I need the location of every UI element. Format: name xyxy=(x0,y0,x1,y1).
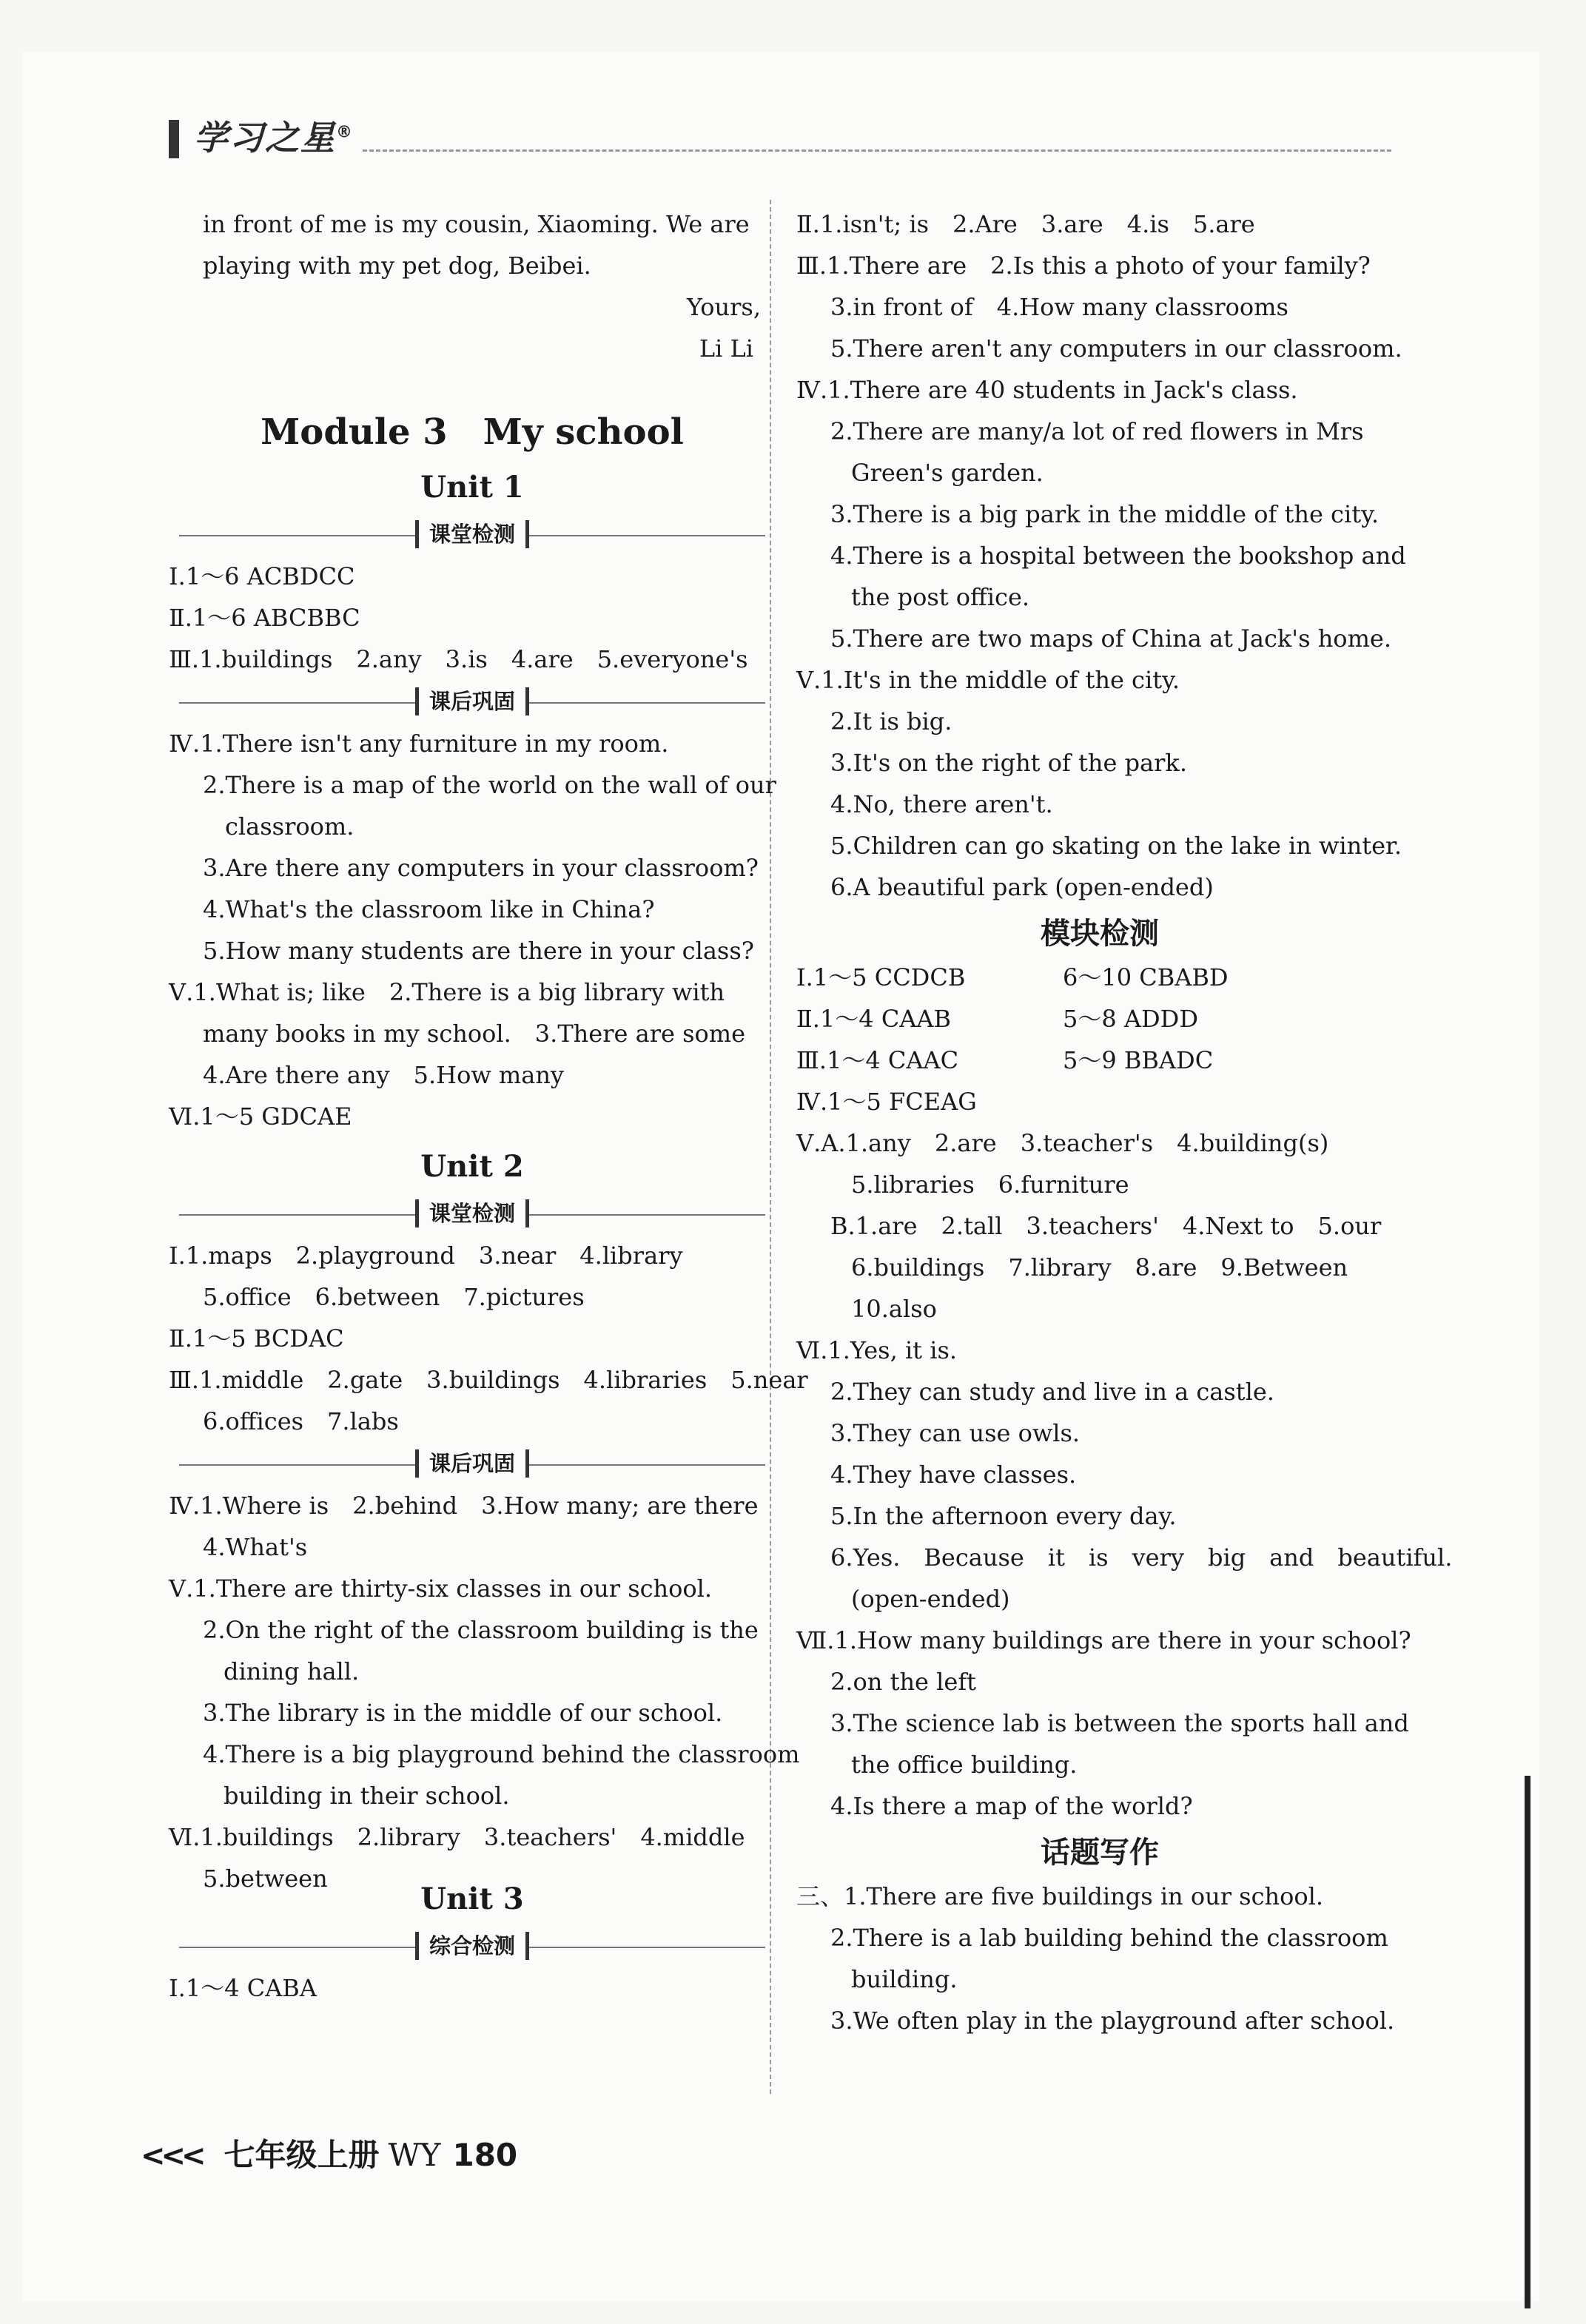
answer-line: Ⅱ.1～5 BCDAC xyxy=(169,1324,344,1353)
writing-title: 话题写作 xyxy=(1041,1836,1159,1870)
answer-line: Ⅱ.1～4 CAAB 5～8 ADDD xyxy=(796,1005,1198,1033)
answer-line: many books in my school. 3.There are some xyxy=(203,1020,746,1048)
answer-line: 2.There is a map of the world on the wall of our xyxy=(203,771,776,799)
page-footer xyxy=(141,2131,517,2175)
answer-line: 4.There is a hospital between the bookshop and xyxy=(830,542,1406,570)
edition-code: WY xyxy=(388,2137,441,2173)
binding-edge xyxy=(1525,1776,1530,2308)
grade-label: 七年级上册 xyxy=(224,2137,380,2173)
letter-line: in front of me is my cousin, Xiaoming. We are xyxy=(203,210,750,238)
back-arrows-icon: <<< xyxy=(141,2139,202,2173)
answer-line: building in their school. xyxy=(224,1782,510,1810)
answer-line: 4.What's the classroom like in China? xyxy=(203,895,655,923)
answer-line: 3.It's on the right of the park. xyxy=(830,749,1187,777)
answer-line: Ⅴ.1.There are thirty-six classes in our school. xyxy=(169,1574,713,1603)
section-header: 课后巩固 xyxy=(169,680,776,723)
answer-line: Ⅰ.1～4 CABA xyxy=(169,1974,317,2002)
answer-line: 3.They can use owls. xyxy=(830,1419,1081,1447)
answer-line: building. xyxy=(851,1965,958,1993)
answer-line: Ⅴ.1.It's in the middle of the city. xyxy=(796,666,1180,694)
answer-line: Ⅰ.1.maps 2.playground 3.near 4.library xyxy=(169,1242,683,1270)
answer-line: 5.Children can go skating on the lake in winter. xyxy=(830,832,1402,860)
unit-title: Unit 1 xyxy=(420,470,524,505)
answer-line: Green's garden. xyxy=(851,459,1044,487)
answer-line: Ⅰ.1～6 ACBDCC xyxy=(169,562,355,590)
answer-line: 4.They have classes. xyxy=(830,1461,1077,1489)
answer-line: 10.also xyxy=(851,1295,937,1323)
answer-line: Ⅴ.A.1.any 2.are 3.teacher's 4.building(s) xyxy=(796,1129,1329,1157)
section-header: 课堂检测 xyxy=(169,513,776,556)
answer-line: 2.on the left xyxy=(830,1668,977,1696)
answer-line: the post office. xyxy=(851,583,1030,611)
answer-line: 三、1.There are five buildings in our school. xyxy=(796,1882,1324,1910)
answer-line: Ⅲ.1.buildings 2.any 3.is 4.are 5.everyone's xyxy=(169,645,748,673)
answer-line: the office building. xyxy=(851,1751,1078,1779)
answer-line: 2.There is a lab building behind the classroom xyxy=(830,1924,1388,1952)
section-header: 综合检测 xyxy=(169,1924,776,1967)
answer-line: Ⅶ.1.How many buildings are there in your school? xyxy=(796,1626,1411,1654)
answer-line: 2.There are many/a lot of red flowers in Mrs xyxy=(830,417,1364,445)
answer-line: Ⅲ.1～4 CAAC 5～9 BBADC xyxy=(796,1046,1214,1074)
answer-line: Ⅰ.1～5 CCDCB 6～10 CBABD xyxy=(796,963,1229,991)
answer-line: 6.A beautiful park (open-ended) xyxy=(830,873,1214,901)
answer-line: 3.The library is in the middle of our school. xyxy=(203,1699,723,1727)
answer-line: Ⅱ.1～6 ABCBBC xyxy=(169,604,360,632)
answer-line: 3.in front of 4.How many classrooms xyxy=(830,293,1288,321)
signature: Li Li xyxy=(699,334,753,363)
answer-line: 4.Are there any 5.How many xyxy=(203,1061,565,1089)
section-header: 课堂检测 xyxy=(169,1192,776,1235)
header-rule xyxy=(363,149,1391,152)
answer-line: Ⅵ.1.buildings 2.library 3.teachers' 4.middle xyxy=(169,1823,745,1851)
answer-line: Ⅳ.1～5 FCEAG xyxy=(796,1088,977,1116)
answer-line: 3.Are there any computers in your classroom? xyxy=(203,854,759,882)
answer-line: 4.Is there a map of the world? xyxy=(830,1792,1193,1820)
answer-line: 2.On the right of the classroom building is the xyxy=(203,1616,759,1644)
answer-line: Ⅲ.1.There are 2.Is this a photo of your family? xyxy=(796,252,1371,280)
answer-line: Ⅵ.1.Yes, it is. xyxy=(796,1336,958,1364)
answer-line: 4.There is a big playground behind the classroom xyxy=(203,1740,800,1768)
answer-line: Ⅴ.1.What is; like 2.There is a big library with xyxy=(169,978,725,1006)
answer-line: 4.What's xyxy=(203,1533,308,1561)
answer-line: 2.It is big. xyxy=(830,707,952,735)
unit-title: Unit 3 xyxy=(420,1882,524,1916)
header-bar xyxy=(169,120,179,158)
answer-line: (open-ended) xyxy=(851,1585,1010,1613)
answer-line: B.1.are 2.tall 3.teachers' 4.Next to 5.our xyxy=(830,1212,1382,1240)
answer-line: classroom. xyxy=(225,812,355,841)
answer-line: 6.Yes. Because it is very big and beautiful. xyxy=(830,1543,1453,1572)
answer-line: Ⅲ.1.middle 2.gate 3.buildings 4.libraries 5.near xyxy=(169,1366,808,1394)
answer-line: 5.There are two maps of China at Jack's home. xyxy=(830,624,1392,653)
answer-line: 2.They can study and live in a castle. xyxy=(830,1378,1274,1406)
left-column xyxy=(169,203,808,2009)
answer-line: 5.In the afternoon every day. xyxy=(830,1502,1177,1530)
answer-line: 3.There is a big park in the middle of the city. xyxy=(830,500,1380,528)
answer-line: dining hall. xyxy=(224,1657,360,1685)
answer-line: 5.libraries 6.furniture xyxy=(851,1171,1129,1199)
answer-line: 5.office 6.between 7.pictures xyxy=(203,1283,585,1311)
answer-line: 3.We often play in the playground after school. xyxy=(830,2007,1395,2035)
answer-line: Ⅱ.1.isn't; is 2.Are 3.are 4.is 5.are xyxy=(796,210,1255,238)
module-test-title: 模块检测 xyxy=(1041,917,1159,951)
answer-line: Ⅵ.1～5 GDCAE xyxy=(169,1102,352,1131)
answer-line: 5.There aren't any computers in our classroom. xyxy=(830,334,1402,363)
answer-line: 6.buildings 7.library 8.are 9.Between xyxy=(851,1253,1348,1281)
page-number: 180 xyxy=(452,2137,518,2173)
answer-line: 4.No, there aren't. xyxy=(830,790,1053,818)
answer-line: Ⅳ.1.There isn't any furniture in my room. xyxy=(169,730,669,758)
sign-off: Yours, xyxy=(686,293,761,321)
unit-title: Unit 2 xyxy=(420,1149,524,1184)
answer-line: Ⅳ.1.There are 40 students in Jack's class. xyxy=(796,376,1298,404)
answer-line: Ⅳ.1.Where is 2.behind 3.How many; are there xyxy=(169,1492,759,1520)
answer-line: 6.offices 7.labs xyxy=(203,1407,399,1435)
answer-line: 5.How many students are there in your class? xyxy=(203,937,754,965)
section-header: 课后巩固 xyxy=(169,1442,776,1485)
right-column xyxy=(796,203,1453,2041)
brand-logo: 学习之星® xyxy=(194,118,354,158)
letter-line: playing with my pet dog, Beibei. xyxy=(203,252,591,280)
answer-line: 3.The science lab is between the sports hall and xyxy=(830,1709,1409,1737)
module-title: Module 3 My school xyxy=(261,411,684,453)
answer-line: 5.between xyxy=(203,1865,328,1893)
